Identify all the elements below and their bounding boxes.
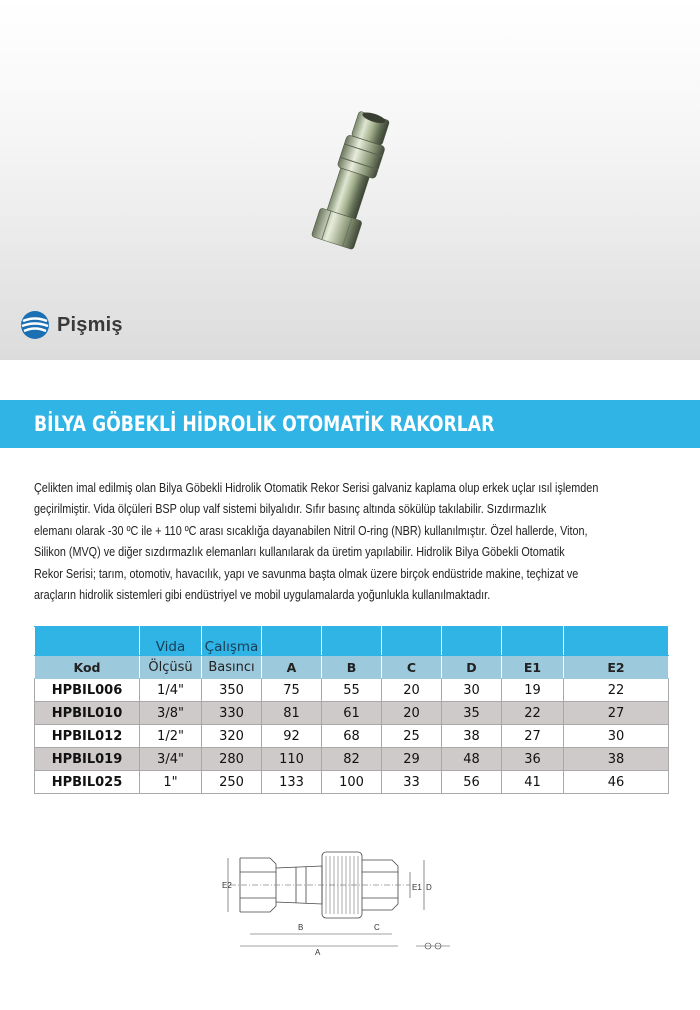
table-row — [35, 748, 669, 771]
header-cell: D — [442, 656, 502, 679]
table-cell: HPBIL012 — [35, 725, 140, 748]
table-cell: 38 — [564, 748, 669, 771]
table-cell: 250 — [202, 771, 262, 794]
table-cell: 33 — [382, 771, 442, 794]
table-cell: 110 — [262, 748, 322, 771]
table-cell: HPBIL006 — [35, 679, 140, 702]
table-row — [35, 771, 669, 794]
header-cell: Ölçüsü — [140, 656, 202, 679]
dim-label-c: C — [374, 923, 380, 932]
table-cell: 330 — [202, 702, 262, 725]
table-cell: 1/2" — [140, 725, 202, 748]
description-line: araçların hidrolik sistemleri gibi endüstriyel ve mobil uygulamalarda yoğunlukla kullanılmaktadır. — [34, 587, 491, 603]
table-cell: 27 — [564, 702, 669, 725]
table-cell: 19 — [502, 679, 564, 702]
technical-drawing — [210, 838, 470, 958]
table-cell: 22 — [564, 679, 669, 702]
table-cell: 48 — [442, 748, 502, 771]
header-cell — [382, 627, 442, 656]
header-cell: Kod — [35, 656, 140, 679]
header-cell: A — [262, 656, 322, 679]
table-header-top — [35, 627, 669, 656]
table-cell: 3/8" — [140, 702, 202, 725]
product-hero — [0, 0, 700, 360]
projection-symbol-icon — [416, 943, 450, 949]
table-cell: 1" — [140, 771, 202, 794]
coupling-product-image — [296, 110, 406, 260]
table-cell: 22 — [502, 702, 564, 725]
table-cell: 56 — [442, 771, 502, 794]
header-cell: Basıncı — [202, 656, 262, 679]
brand-logo — [20, 310, 123, 340]
description — [34, 477, 665, 605]
table-cell: 36 — [502, 748, 564, 771]
dim-label-e1: E1 — [412, 883, 422, 892]
table-cell: 350 — [202, 679, 262, 702]
table-cell: 82 — [322, 748, 382, 771]
header-cell — [502, 627, 564, 656]
dim-label-e2: E2 — [222, 881, 232, 890]
header-cell — [322, 627, 382, 656]
table-cell: 92 — [262, 725, 322, 748]
header-cell — [262, 627, 322, 656]
table-cell: 27 — [502, 725, 564, 748]
table-cell: 46 — [564, 771, 669, 794]
header-cell: B — [322, 656, 382, 679]
header-cell — [442, 627, 502, 656]
header-cell: Vida — [140, 627, 202, 656]
table-cell: 68 — [322, 725, 382, 748]
table-cell: HPBIL025 — [35, 771, 140, 794]
table-header-bottom — [35, 656, 669, 679]
table-cell: 133 — [262, 771, 322, 794]
table-cell: 81 — [262, 702, 322, 725]
table-cell: 38 — [442, 725, 502, 748]
description-line: geçirilmiştir. Vida ölçüleri BSP olup valf sistemi bilyalıdır. Sıfır basınç altında sökülüp takılabilir. Sızdırmazlık — [34, 501, 547, 517]
spec-table — [34, 626, 669, 794]
table-cell: 100 — [322, 771, 382, 794]
table-cell: 25 — [382, 725, 442, 748]
header-cell: Çalışma — [202, 627, 262, 656]
brand-name: Pişmiş — [57, 313, 123, 336]
table-cell: 35 — [442, 702, 502, 725]
table-cell: 280 — [202, 748, 262, 771]
table-cell: HPBIL019 — [35, 748, 140, 771]
header-cell — [35, 627, 140, 656]
dim-label-b: B — [298, 923, 304, 932]
description-line: Çelikten imal edilmiş olan Bilya Göbekli Hidrolik Otomatik Rekor Serisi galvaniz kaplama olup erkek uçlar ısıl işlemden — [34, 480, 599, 495]
table-row — [35, 679, 669, 702]
table-cell: 41 — [502, 771, 564, 794]
table-row — [35, 725, 669, 748]
table-cell: 61 — [322, 702, 382, 725]
header-cell: C — [382, 656, 442, 679]
table-cell: 1/4" — [140, 679, 202, 702]
table-cell: 3/4" — [140, 748, 202, 771]
header-cell — [564, 627, 669, 656]
table-cell: 29 — [382, 748, 442, 771]
description-line: Silikon (MVQ) ve diğer sızdırmazlık elemanları kullanılarak da üretim yapılabilir. Hidrolik Bilya Göbekli Otomatik — [34, 544, 565, 560]
table-cell: 20 — [382, 702, 442, 725]
table-cell: HPBIL010 — [35, 702, 140, 725]
page-title: BİLYA GÖBEKLİ HİDROLİK OTOMATİK RAKORLAR — [34, 412, 495, 436]
header-cell: E2 — [564, 656, 669, 679]
description-line: elemanı olarak -30 ºC ile + 110 ºC arası sıcaklığa dayanabilen Nitril O-ring (NBR) kullanılmıştır. Özel hallerde, Viton, — [34, 522, 588, 538]
table-cell: 20 — [382, 679, 442, 702]
table-cell: 30 — [564, 725, 669, 748]
table-cell: 30 — [442, 679, 502, 702]
description-line: Rekor Serisi; tarım, otomotiv, havacılık, yapı ve savunma başta olmak üzere birçok endüstride makine, teçhizat ve — [34, 565, 579, 581]
table-cell: 55 — [322, 679, 382, 702]
table-cell: 320 — [202, 725, 262, 748]
dim-label-d: D — [426, 883, 432, 892]
table-cell: 75 — [262, 679, 322, 702]
title-banner — [0, 400, 700, 448]
pismis-logo-icon — [20, 310, 50, 340]
header-cell: E1 — [502, 656, 564, 679]
table-row — [35, 702, 669, 725]
dim-label-a: A — [315, 948, 321, 957]
